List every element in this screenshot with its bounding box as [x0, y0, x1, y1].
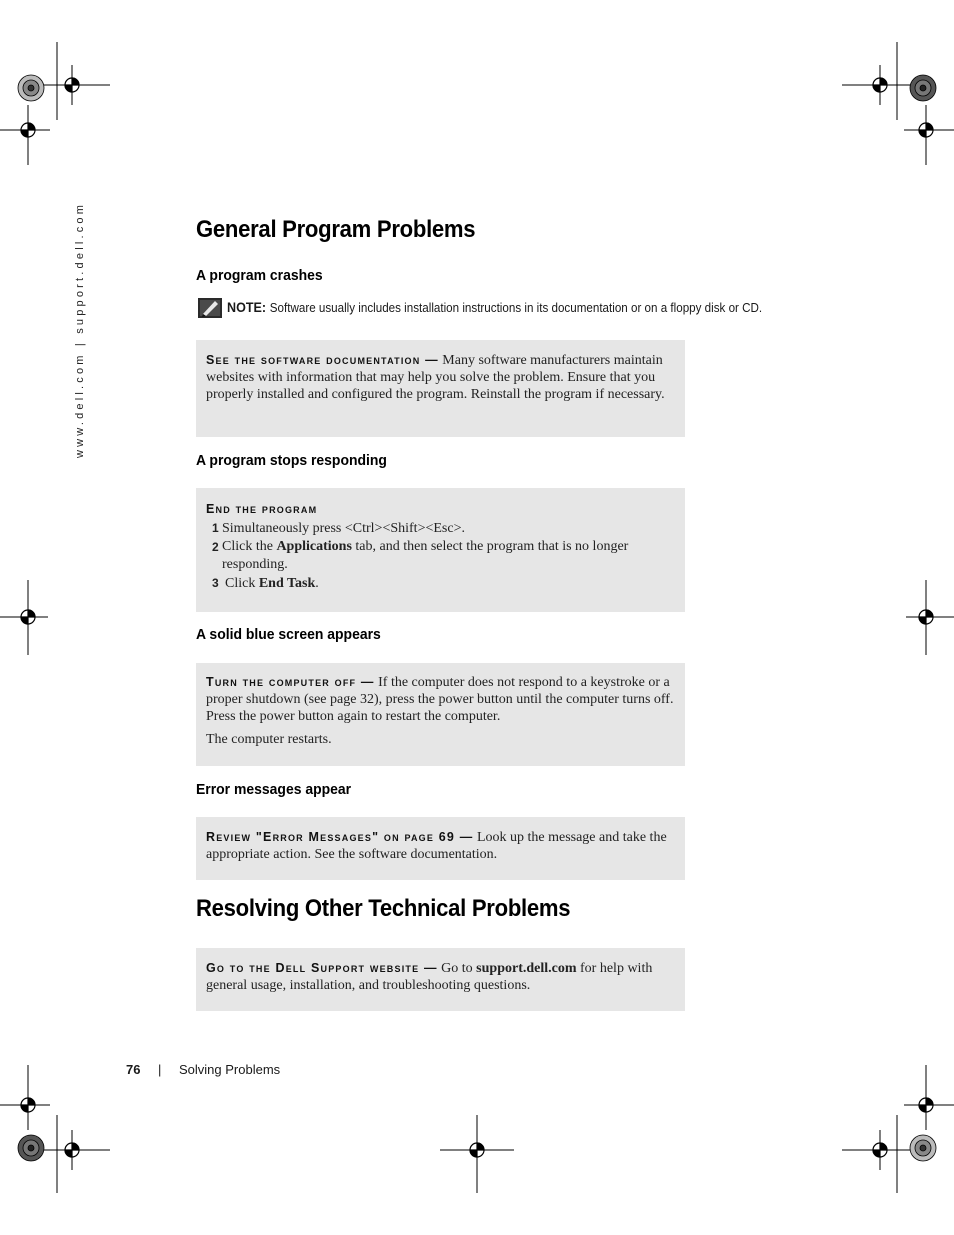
step-item [206, 538, 675, 574]
ui-term: Applications [276, 539, 352, 554]
registration-target-icon [873, 1143, 887, 1157]
step-item [206, 519, 675, 538]
note-pencil-icon [198, 298, 222, 321]
sidebar-url: www.dell.com | support.dell.com [74, 201, 86, 458]
heading-program-stops: A program stops responding [196, 452, 387, 469]
print-color-wheel-icon [910, 75, 936, 101]
ui-term: End Task [258, 576, 316, 591]
print-color-wheel-icon [910, 1135, 936, 1161]
registration-target-icon [873, 78, 887, 92]
step-number: 1 [212, 521, 219, 535]
registration-target-icon [65, 1143, 79, 1157]
note-label: NOTE: [227, 300, 267, 315]
heading-blue-screen: A solid blue screen appears [196, 626, 381, 643]
solution-text: for help with general usage, installation, and troubleshooting questions. [206, 961, 653, 993]
solution-heading: Go to the Dell Support website — [206, 961, 438, 975]
step-text: tab, and then select the program that is no longer responding. [222, 539, 629, 572]
solution-box-software-docs [196, 340, 685, 437]
step-text: Click the [222, 539, 277, 554]
registration-target-icon [21, 123, 35, 137]
registration-target-icon [919, 610, 933, 624]
step-text: Click [225, 576, 259, 591]
print-color-wheel-icon [18, 75, 44, 101]
section-title-resolving: Resolving Other Technical Problems [196, 895, 571, 922]
registration-target-icon [470, 1143, 484, 1157]
registration-target-icon [919, 1098, 933, 1112]
step-text: . [315, 576, 319, 591]
step-number: 2 [212, 540, 219, 554]
solution-text: Look up the message and take the appropriate action. See the software documentation. [206, 830, 667, 862]
step-item [206, 574, 675, 593]
heading-program-crashes: A program crashes [196, 267, 323, 284]
footer-separator: | [158, 1062, 162, 1077]
solution-box-dell-support [196, 948, 685, 1011]
solution-text: If the computer does not respond to a keystroke or a proper shutdown (see page 32), press the power button until the computer turns off. Press the power button again to restart the computer. [206, 675, 674, 724]
solution-text: Many software manufacturers maintain websites with information that may help you solve the problem. Ensure that you properly installed and configured the program. Reinstall the program if necessary. [206, 353, 665, 402]
registration-target-icon [919, 123, 933, 137]
note-callout [198, 297, 838, 321]
footer-section-name: Solving Problems [179, 1062, 281, 1077]
solution-box-end-program [196, 488, 685, 612]
step-number: 3 [212, 576, 219, 590]
solution-heading: End the program [206, 502, 318, 516]
note-text: Software usually includes installation instructions in its documentation or on a floppy disk or CD. [269, 301, 763, 315]
registration-target-icon [21, 610, 35, 624]
registration-target-icon [65, 78, 79, 92]
section-title-general: General Program Problems [196, 216, 476, 243]
registration-target-icon [21, 1098, 35, 1112]
step-text: Simultaneously press <Ctrl><Shift><Esc>. [222, 521, 465, 536]
heading-error-messages: Error messages appear [196, 781, 352, 798]
solution-result: The computer restarts. [206, 732, 332, 747]
page-number: 76 [126, 1062, 141, 1077]
support-link[interactable]: support.dell.com [476, 961, 577, 976]
solution-box-turn-off [196, 663, 685, 766]
solution-heading: Turn the computer off — [206, 675, 375, 689]
solution-heading: See the software documentation — [206, 353, 439, 367]
solution-box-error-messages [196, 817, 685, 880]
print-color-wheel-icon [18, 1135, 44, 1161]
solution-heading: Review "Error Messages" on page 69 — [206, 830, 474, 844]
solution-text: Go to [441, 961, 477, 976]
